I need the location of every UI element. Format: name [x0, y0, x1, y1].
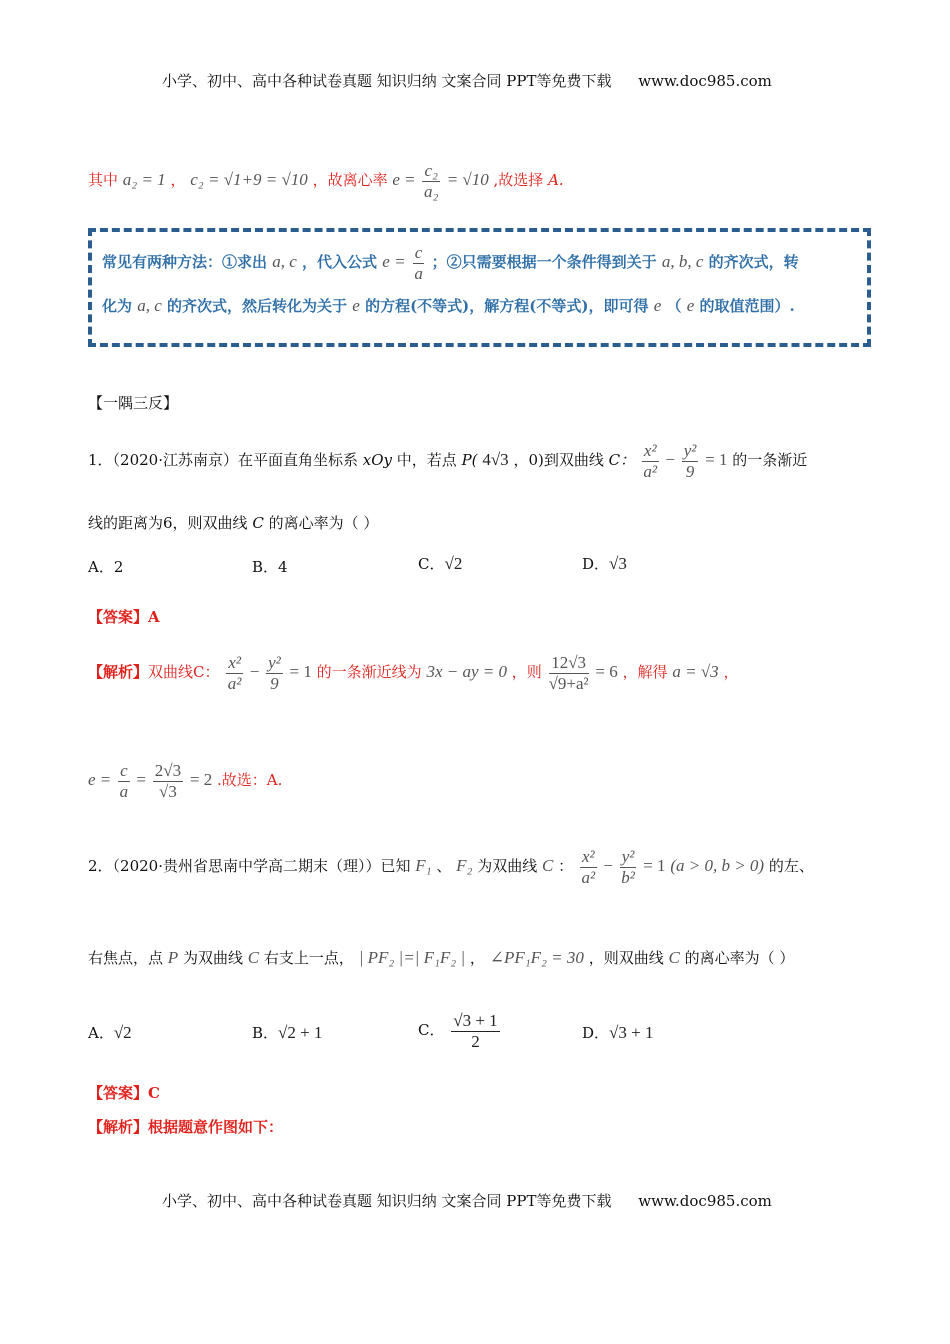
math: ∠PF₁F₂ = 30	[489, 948, 584, 967]
math: e	[352, 296, 360, 315]
page-footer	[162, 1190, 772, 1211]
fraction	[682, 441, 699, 481]
fraction	[266, 653, 283, 693]
math: = 1	[289, 662, 312, 681]
text: ，	[723, 663, 739, 681]
q1-stem-line-1	[88, 440, 807, 481]
text: 其中	[88, 171, 119, 189]
q2-stem-line-2	[88, 940, 794, 976]
denominator: 2	[471, 1031, 480, 1051]
text: 右支上一点，	[263, 949, 354, 967]
option-label: C．	[418, 1021, 445, 1039]
option-label: A．	[88, 1024, 114, 1042]
denominator: b²	[621, 867, 635, 887]
text: 的离心率为（ ）	[684, 949, 795, 967]
q2-option-c	[418, 1000, 502, 1060]
math: C	[247, 948, 260, 967]
math: F₁	[415, 856, 432, 875]
numerator: x²	[581, 846, 595, 866]
numerator: c	[120, 760, 128, 780]
math: a = √3	[672, 662, 719, 681]
denominator: 9	[685, 461, 695, 481]
math: = 1	[643, 856, 666, 875]
text: ，0)到双曲线	[513, 451, 604, 469]
option-value: √3 + 1	[609, 1023, 654, 1042]
denominator: √3	[159, 781, 177, 801]
text: 2．（2020·贵州省思南中学高二期末（理））已知	[88, 857, 411, 875]
fraction	[153, 761, 183, 801]
text: 右焦点，点	[88, 949, 164, 967]
math: e	[686, 296, 695, 315]
q1-option-b	[252, 556, 288, 577]
denominator: a²	[581, 867, 596, 887]
text: ；②只需要根据一个条件得到关于	[431, 253, 657, 271]
denominator: a²	[643, 461, 658, 481]
math: C：	[608, 451, 636, 469]
q1-analysis	[88, 650, 738, 694]
denominator: a²	[227, 673, 242, 693]
top-solution	[88, 160, 564, 201]
text: 双曲线C：	[148, 663, 220, 681]
q1-option-c	[418, 553, 462, 574]
header-text: 小学、初中、高中各种试卷真题 知识归纳 文案合同 PPT等免费下载	[162, 72, 612, 90]
text: ，则	[511, 663, 542, 681]
math: | PF₂ |=| F₁F₂ |	[358, 948, 466, 967]
math: C	[252, 514, 264, 532]
fraction	[620, 847, 637, 887]
denominator: a	[119, 781, 129, 801]
math: P(	[461, 451, 478, 469]
option-label: B．	[252, 558, 279, 576]
math: a, b, c	[661, 252, 704, 271]
text: ，故离心率	[312, 171, 388, 189]
text: 常见有两种方法：①求出	[102, 253, 268, 271]
fraction	[413, 243, 425, 283]
text: 的一条渐近线为	[316, 663, 422, 681]
denominator: √9+a²	[548, 673, 589, 693]
tip-line-2	[102, 292, 795, 320]
math: a, c	[272, 252, 297, 271]
numerator: √3 + 1	[453, 1010, 498, 1030]
math: a₂ = 1	[122, 170, 166, 189]
text: 化为	[102, 297, 133, 315]
option-value: 4	[278, 558, 288, 576]
tip-line-1	[102, 242, 799, 283]
page-header	[162, 70, 772, 91]
option-value: √3	[609, 554, 627, 573]
option-value: √2	[444, 554, 463, 573]
text: 中，若点	[396, 451, 457, 469]
option-label: D．	[582, 1024, 610, 1042]
option-label: D．	[582, 555, 610, 573]
text: ，则双曲线	[588, 949, 664, 967]
text: 为双曲线	[182, 949, 243, 967]
option-value: √2 + 1	[278, 1023, 323, 1042]
text: 的取值范围）.	[699, 297, 795, 315]
text: 的方程(不等式)，解方程(不等式)，即可得	[365, 297, 649, 315]
text: A.	[548, 171, 564, 189]
text: 为双曲线	[477, 857, 538, 875]
fraction	[642, 441, 659, 481]
numerator: c	[414, 242, 423, 262]
math: = √10	[446, 170, 489, 189]
fraction	[451, 1011, 499, 1051]
math: (a > 0, b > 0)	[670, 856, 765, 875]
math: c₂ = √1+9 = √10	[190, 170, 308, 189]
text: ，	[469, 949, 485, 967]
math: F₂	[456, 856, 473, 875]
text: 的左、	[768, 857, 814, 875]
text: ，代入公式	[302, 253, 378, 271]
option-value: √2	[113, 1023, 132, 1042]
math: P	[167, 948, 179, 967]
math: −	[249, 662, 260, 681]
text: 的齐次式，然后转化为关于	[167, 297, 348, 315]
math: e =	[88, 770, 112, 789]
header-url: www.doc985.com	[638, 72, 772, 90]
denominator: 9	[270, 673, 279, 693]
q2-option-d	[582, 1022, 653, 1043]
text: 1．（2020·江苏南京）在平面直角坐标系	[88, 451, 358, 469]
math: xOy	[362, 451, 393, 469]
option-label: B．	[252, 1024, 279, 1042]
text: 的一条渐近	[732, 451, 808, 469]
fraction	[118, 761, 130, 801]
numerator: 12√3	[549, 653, 589, 674]
text: 线的距离为6，则双曲线	[88, 514, 248, 532]
q1-option-d	[582, 553, 627, 574]
numerator: x²	[228, 652, 241, 672]
math: = 6	[595, 662, 618, 681]
fraction	[422, 161, 439, 201]
q1-stem-line-2	[88, 512, 378, 533]
text: .故选：A.	[217, 771, 283, 789]
numerator: y²	[621, 846, 635, 866]
numerator: x²	[643, 440, 657, 460]
q1-answer: 【答案】A	[88, 608, 160, 626]
text: 、	[436, 857, 452, 875]
math: e	[653, 296, 662, 315]
numerator: c₂	[424, 160, 438, 180]
text: 的齐次式，转	[708, 253, 799, 271]
math: e =	[382, 252, 406, 271]
footer-url: www.doc985.com	[638, 1192, 772, 1210]
fraction	[580, 847, 597, 887]
math: 4√3	[482, 450, 509, 469]
math: C	[542, 856, 554, 875]
text: ，解得	[622, 663, 668, 681]
q2-option-b	[252, 1022, 322, 1043]
math: e =	[392, 170, 416, 189]
option-value: 2	[113, 558, 124, 576]
text: 的离心率为（ ）	[268, 514, 379, 532]
q2-answer: 【答案】C	[88, 1084, 160, 1102]
math: 3x − ay = 0	[426, 662, 507, 681]
text: ：	[558, 857, 574, 875]
math: = 1	[705, 450, 728, 469]
q1-eccentricity	[88, 758, 282, 802]
numerator: y²	[268, 652, 281, 672]
numerator: 2√3	[154, 760, 182, 780]
option-label: C．	[418, 555, 445, 573]
text: ,故选择	[493, 171, 544, 189]
footer-text: 小学、初中、高中各种试卷真题 知识归纳 文案合同 PPT等免费下载	[162, 1192, 612, 1210]
q2-stem-line-1	[88, 844, 814, 888]
math: = 2	[189, 770, 213, 789]
text: ，	[170, 171, 186, 189]
section-title: 【一隅三反】	[88, 394, 179, 412]
text: （	[666, 297, 682, 315]
math: −	[665, 450, 675, 469]
q2-option-a	[88, 1022, 132, 1043]
q1-option-a	[88, 556, 123, 577]
math: C	[668, 948, 680, 967]
denominator: a₂	[423, 181, 439, 201]
math: a, c	[137, 296, 162, 315]
fraction	[226, 653, 243, 693]
denominator: a	[414, 263, 423, 283]
q2-analysis: 【解析】根据题意作图如下：	[88, 1118, 284, 1136]
math: −	[603, 856, 613, 875]
numerator: y²	[683, 440, 697, 460]
option-label: A．	[88, 558, 114, 576]
math: =	[136, 770, 146, 789]
text: 【解析】	[88, 663, 149, 681]
fraction	[549, 653, 589, 693]
